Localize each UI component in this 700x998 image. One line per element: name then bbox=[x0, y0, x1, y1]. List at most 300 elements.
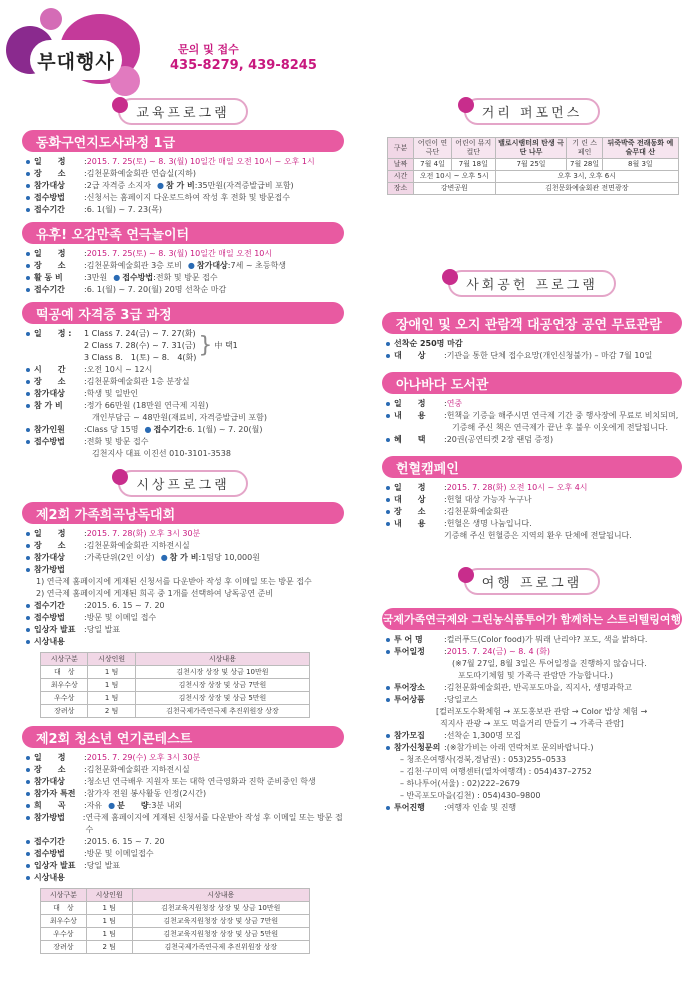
detail-label: 참가모집 bbox=[394, 731, 425, 740]
program-details bbox=[382, 482, 682, 542]
separator: : bbox=[84, 553, 87, 562]
detail-value: 김천문화예술회관, 반곡포도마을, 직지사, 생명과학고 bbox=[446, 683, 632, 692]
detail-label: 접수기간 bbox=[34, 837, 65, 846]
detail-value: 2015. 7. 25(토) ~ 8. 3(월) 10일간 매일 오전 10시 bbox=[86, 249, 273, 258]
separator: : bbox=[84, 389, 87, 398]
detail-row bbox=[26, 752, 344, 764]
section-performance bbox=[382, 98, 682, 124]
separator: : bbox=[84, 541, 87, 550]
detail-value: 6. 1(월) ~ 7. 20(월) bbox=[187, 425, 263, 434]
table-cell: 1 팀 bbox=[88, 692, 135, 705]
detail-label: 참가대상 bbox=[34, 553, 65, 562]
separator: : bbox=[184, 425, 188, 434]
table-cell: 김천국제가족연극제 추진위원장 상장 bbox=[135, 705, 309, 718]
perf-cell: 오전 10시 ~ 오후 5시 bbox=[414, 171, 496, 183]
detail-row bbox=[26, 800, 344, 812]
contact-line: – 김천·구미역 여행센터(열차여행객) : 054)437–2752 bbox=[400, 767, 592, 776]
inquiry bbox=[170, 42, 317, 74]
separator: : bbox=[84, 861, 87, 870]
detail-label: 투 어 명 bbox=[394, 635, 423, 644]
program-details bbox=[22, 248, 344, 296]
detail-label: 참 가 비 bbox=[165, 181, 195, 190]
detail-label: 일 정 bbox=[34, 249, 66, 258]
detail-note: 기증해 주신 책은 연극제가 끝난 후 불우 이웃에게 전달됩니다. bbox=[452, 423, 669, 432]
detail-row bbox=[386, 730, 682, 742]
performance-table bbox=[387, 137, 679, 195]
header bbox=[0, 0, 700, 100]
table-cell: 김천교육지원청장 상장 및 상금 5만원 bbox=[132, 928, 309, 941]
detail-label: 일 정 bbox=[34, 529, 66, 538]
detail-label: 참가신청문의 bbox=[394, 743, 441, 752]
table-cell: 1 팀 bbox=[86, 902, 132, 915]
detail-label: 일 정 bbox=[394, 483, 426, 492]
detail-row bbox=[26, 564, 344, 576]
table-cell: 대 상 bbox=[41, 666, 88, 679]
contact-line: – 반곡포도마을(김천) : 054)430–9800 bbox=[400, 791, 541, 800]
detail-label: 분 량 bbox=[117, 801, 149, 810]
separator: : bbox=[444, 399, 447, 408]
detail-value: 오전 10시 ~ 12시 bbox=[86, 365, 153, 374]
detail-value: 헌혈 대상 가능자 누구나 bbox=[446, 495, 532, 504]
program-bar: 장애인 및 오지 관람객 대공연장 공연 무료관람 bbox=[382, 312, 682, 334]
separator: : bbox=[198, 553, 202, 562]
decor-blob bbox=[40, 8, 62, 30]
table-row bbox=[41, 666, 310, 679]
separator: : bbox=[84, 789, 87, 798]
detail-row bbox=[26, 376, 344, 388]
detail-value: 2015. 7. 25(토) ~ 8. 3(월) 10일간 매일 오전 10시 ~ 오후 1시 bbox=[86, 157, 315, 166]
section-title: 사회공헌 프로그램 bbox=[466, 277, 598, 293]
detail-row bbox=[26, 636, 344, 648]
detail-label: 장 소 bbox=[34, 377, 66, 386]
detail-row bbox=[26, 168, 344, 180]
separator: : bbox=[444, 683, 447, 692]
program-bar: 아나바다 도서관 bbox=[382, 372, 682, 394]
table-cell: 2 팀 bbox=[86, 941, 132, 954]
perf-cell: 강변공원 bbox=[414, 183, 496, 195]
detail-group bbox=[26, 364, 344, 412]
detail-value: 2015. 7. 29(수) 오후 3시 30분 bbox=[86, 753, 201, 762]
program-bar: 국제가족연극제와 그린농식품투어가 함께하는 스트리텔링여행 bbox=[382, 608, 682, 630]
detail-value: 전화 및 방문 접수 bbox=[86, 437, 149, 446]
detail-value: 참가자 전원 봉사활동 인정(2시간) bbox=[86, 789, 207, 798]
section-title: 시상프로그램 bbox=[136, 477, 230, 493]
detail-value: 선착순 1,300명 모집 bbox=[446, 731, 522, 740]
detail-label: 시상내용 bbox=[34, 873, 65, 882]
detail-row bbox=[386, 482, 682, 494]
perf-row bbox=[388, 159, 679, 171]
detail-row bbox=[386, 518, 682, 530]
detail-row bbox=[26, 328, 344, 364]
table-header: 시상내용 bbox=[135, 653, 309, 666]
table-cell: 1 팀 bbox=[86, 915, 132, 928]
schedule-note: 포도따기체험 및 가족극 관람만 가능합니다.) bbox=[458, 671, 613, 680]
table-cell: 김천교육지원청장 상장 및 상금 7만원 bbox=[132, 915, 309, 928]
class-group bbox=[84, 328, 238, 364]
separator: : bbox=[84, 837, 87, 846]
detail-row bbox=[26, 204, 344, 216]
detail-row bbox=[26, 624, 344, 636]
detail-label: 접수기간 bbox=[153, 425, 185, 434]
table-cell: 우수상 bbox=[41, 692, 88, 705]
detail-value: 청소년 연극배우 지원자 또는 대학 연극영화과 진학 준비중인 학생 bbox=[86, 777, 316, 786]
section-dot bbox=[458, 567, 474, 583]
section-title: 거리 퍼포먼스 bbox=[481, 105, 583, 121]
detail-value: 김천문화예술회관 지하전시실 bbox=[86, 765, 190, 774]
detail-row bbox=[26, 788, 344, 800]
detail-value: 2급 자격증 소지자 bbox=[86, 181, 151, 190]
program-bar: 제2회 가족희곡낭독대회 bbox=[22, 502, 344, 524]
table-header: 시상인원 bbox=[86, 889, 132, 902]
detail-group bbox=[386, 802, 682, 814]
detail-row bbox=[386, 682, 682, 694]
separator: : bbox=[84, 437, 87, 446]
perf-cell: 장소 bbox=[388, 183, 414, 195]
right-column-lower bbox=[382, 270, 682, 814]
separator: : bbox=[84, 365, 87, 374]
detail-row bbox=[26, 424, 344, 436]
detail-value: Class 당 15명 bbox=[86, 425, 139, 434]
table-row bbox=[41, 941, 310, 954]
table-cell: 장려상 bbox=[41, 941, 87, 954]
detail-row bbox=[26, 260, 344, 272]
detail-label: 접수기간 bbox=[34, 205, 65, 214]
program-details bbox=[382, 338, 682, 362]
separator: : bbox=[84, 425, 87, 434]
detail-row bbox=[26, 860, 344, 872]
detail-row bbox=[26, 248, 344, 260]
separator: : bbox=[194, 181, 198, 190]
perf-cell: 어린이 뮤지컬단 bbox=[452, 138, 496, 159]
class-item: 2 Class 7. 28(수) ~ 7. 31(금) bbox=[84, 341, 196, 350]
section-dot bbox=[112, 97, 128, 113]
detail-label: 참 가 비 bbox=[169, 553, 199, 562]
detail-value: 김천문화예술회관 bbox=[446, 507, 509, 516]
detail-value: 자유 bbox=[86, 801, 103, 810]
program-details bbox=[22, 328, 344, 460]
separator: : bbox=[84, 249, 87, 258]
contact-note: 김천지사 대표 이진선 010-3101-3538 bbox=[92, 449, 231, 458]
detail-row bbox=[26, 364, 344, 376]
detail-label: 시상내용 bbox=[34, 637, 65, 646]
table-header-row bbox=[41, 653, 310, 666]
perf-cell: 7월 18일 bbox=[452, 159, 496, 171]
detail-value: 당일코스 bbox=[446, 695, 478, 704]
perf-cell: 7월 4일 bbox=[414, 159, 452, 171]
detail-label: 장 소 bbox=[34, 169, 66, 178]
detail-value: 3만원 bbox=[86, 273, 108, 282]
separator: : bbox=[84, 753, 87, 762]
detail-label: 접수방법 bbox=[34, 193, 65, 202]
bullet: ● bbox=[156, 181, 164, 190]
detail-row bbox=[386, 506, 682, 518]
detail-label: 일 정 : bbox=[34, 329, 72, 338]
perf-cell: 시간 bbox=[388, 171, 414, 183]
detail-label: 참 가 비 bbox=[34, 401, 63, 410]
detail-row bbox=[386, 646, 682, 658]
detail-value: 당일 발표 bbox=[86, 625, 121, 634]
detail-value: 2015. 6. 15 ~ 7. 20 bbox=[86, 601, 165, 610]
table-header: 시상구분 bbox=[41, 889, 87, 902]
detail-label: 내 용 bbox=[394, 411, 426, 420]
detail-row bbox=[26, 872, 344, 884]
detail-row bbox=[26, 848, 344, 860]
program-details bbox=[22, 528, 344, 648]
detail-label: 내 용 bbox=[394, 519, 426, 528]
separator: : bbox=[444, 507, 447, 516]
perf-row bbox=[388, 183, 679, 195]
separator: : bbox=[444, 731, 447, 740]
detail-label: 접수기간 bbox=[34, 601, 65, 610]
detail-row bbox=[26, 764, 344, 776]
detail-row bbox=[26, 540, 344, 552]
separator: : bbox=[84, 801, 87, 810]
detail-label: 혜 택 bbox=[394, 435, 426, 444]
program-bar: 동화구연지도사과정 1급 bbox=[22, 130, 344, 152]
detail-value: 2015. 6. 15 ~ 7. 20 bbox=[86, 837, 165, 846]
separator: : bbox=[84, 377, 87, 386]
separator: : bbox=[84, 273, 87, 282]
detail-label: 희 곡 bbox=[34, 801, 66, 810]
detail-row bbox=[26, 836, 344, 848]
bullet: ● bbox=[187, 261, 195, 270]
separator: : bbox=[444, 647, 447, 656]
detail-label: 대 상 bbox=[394, 351, 426, 360]
perf-cell: 날짜 bbox=[388, 159, 414, 171]
detail-value: 김천문화예술회관 지하전시실 bbox=[86, 541, 190, 550]
table-cell: 최우수상 bbox=[41, 679, 88, 692]
detail-label: 투어장소 bbox=[394, 683, 425, 692]
section-awards bbox=[22, 470, 344, 496]
detail-note: 기증해 주신 헌혈증은 지역의 환우 단체에 전달됩니다. bbox=[444, 531, 632, 540]
detail-label: 일 정 bbox=[34, 753, 66, 762]
perf-row bbox=[388, 138, 679, 159]
detail-value: 전화 및 방문 접수 bbox=[155, 273, 218, 282]
detail-label: 투어진행 bbox=[394, 803, 425, 812]
perf-cell: 뒤죽박죽 전래동화 예술무대 산 bbox=[602, 138, 678, 159]
detail-row bbox=[386, 742, 682, 754]
detail-value: 6. 1(월) ~ 7. 23(목) bbox=[86, 205, 163, 214]
separator: : bbox=[84, 205, 87, 214]
class-item: 3 Class 8. 1(토) ~ 8. 4(화) bbox=[84, 353, 197, 362]
table-cell: 2 팀 bbox=[88, 705, 135, 718]
detail-label: 일 정 bbox=[394, 399, 426, 408]
detail-label: 투어일정 bbox=[394, 647, 425, 656]
detail-label: 대 상 bbox=[394, 495, 426, 504]
detail-row bbox=[26, 528, 344, 540]
program-bar: 떡공예 자격증 3급 과정 bbox=[22, 302, 344, 324]
detail-value: 당일 발표 bbox=[86, 861, 121, 870]
detail-value: 김천문화예술회관 3층 로비 bbox=[86, 261, 182, 270]
separator: : bbox=[153, 273, 156, 282]
perf-cell: 구분 bbox=[388, 138, 414, 159]
program-bar: 유후! 오감만족 연극놀이터 bbox=[22, 222, 344, 244]
table-header: 시상내용 bbox=[132, 889, 309, 902]
detail-row bbox=[386, 802, 682, 814]
table-cell: 김천시장 상장 및 상금 7만원 bbox=[135, 679, 309, 692]
detail-value: 2015. 7. 28(화) 오전 10시 ~ 오후 4시 bbox=[446, 483, 588, 492]
perf-cell: 오후 3시, 오후 6시 bbox=[495, 171, 678, 183]
table-cell: 1 팀 bbox=[88, 679, 135, 692]
table-cell: 1 팀 bbox=[86, 928, 132, 941]
detail-value: 기관을 통한 단체 접수요망(개인신청불가) – 마감 7월 10일 bbox=[446, 351, 653, 360]
detail-label: 일 정 bbox=[34, 157, 66, 166]
detail-row bbox=[26, 400, 344, 412]
fee-note: 개인부담금 ~ 48만원(재료비, 자격증발급비 포함) bbox=[92, 413, 267, 422]
detail-row bbox=[386, 694, 682, 706]
separator: : bbox=[444, 411, 447, 420]
separator: : bbox=[84, 529, 87, 538]
detail-value: 1팀당 10,000원 bbox=[201, 553, 260, 562]
detail-label: 장 소 bbox=[394, 507, 426, 516]
table-row bbox=[41, 915, 310, 928]
detail-value: 헌책을 기증을 해주시면 연극제 기간 중 행사장에 무료로 비치되며, bbox=[446, 411, 679, 420]
separator: : bbox=[84, 157, 87, 166]
brace: } bbox=[198, 333, 213, 358]
detail-value: 정가 66만원 (18만원 연극제 지원) bbox=[86, 401, 209, 410]
detail-value: 방문 및 이메일 접수 bbox=[86, 613, 157, 622]
table-cell: 김천시장 상장 및 상금 5만원 bbox=[135, 692, 309, 705]
detail-value: 3분 내외 bbox=[151, 801, 183, 810]
detail-row bbox=[26, 272, 344, 284]
detail-label: 시 간 bbox=[34, 365, 66, 374]
separator: : bbox=[84, 169, 87, 178]
table-cell: 장려상 bbox=[41, 705, 88, 718]
table-row bbox=[41, 679, 310, 692]
bullet: ● bbox=[144, 425, 152, 434]
detail-label: 접수기간 bbox=[34, 285, 65, 294]
separator: : bbox=[84, 285, 87, 294]
detail-value: 6. 1(월) ~ 7. 20(월) 20명 선착순 마감 bbox=[86, 285, 227, 294]
detail-value: 신청서는 홈페이지 다운로드하여 작성 후 전화 및 방문접수 bbox=[86, 193, 290, 202]
detail-value: 컬러푸드(Color food)가 뭐래 난리야? 포도, 색을 밝하다. bbox=[446, 635, 648, 644]
detail-value: 김천문화예술회관 1층 분장실 bbox=[86, 377, 190, 386]
detail-row bbox=[26, 156, 344, 168]
separator: : bbox=[84, 613, 87, 622]
section-education bbox=[22, 98, 344, 124]
program-details bbox=[22, 156, 344, 216]
detail-value: 7세 ~ 초등학생 bbox=[230, 261, 287, 270]
detail-row bbox=[26, 388, 344, 400]
detail-value: 헌혈은 생명 나눔입니다. bbox=[446, 519, 532, 528]
separator: : bbox=[84, 765, 87, 774]
table-cell: 우수상 bbox=[41, 928, 87, 941]
detail-row bbox=[26, 776, 344, 788]
left-column bbox=[22, 98, 344, 954]
detail-row bbox=[26, 192, 344, 204]
detail-label: 장 소 bbox=[34, 261, 66, 270]
separator: : bbox=[84, 401, 87, 410]
separator: : bbox=[84, 601, 87, 610]
detail-label: 참가대상 bbox=[34, 181, 65, 190]
detail-group bbox=[386, 634, 682, 658]
inquiry-phone: 435-8279, 439-8245 bbox=[170, 58, 317, 73]
detail-value: 2015. 7. 28(화) 오후 3시 30분 bbox=[86, 529, 201, 538]
separator: : bbox=[444, 435, 447, 444]
perf-cell: 기 린 스페인 bbox=[567, 138, 602, 159]
table-header-row bbox=[41, 889, 310, 902]
detail-label: 참가방법 bbox=[34, 813, 65, 822]
table-cell: 김천국제가족연극제 추진위원장 상장 bbox=[132, 941, 309, 954]
detail-row bbox=[386, 338, 682, 350]
separator: : bbox=[444, 483, 447, 492]
separator: : bbox=[227, 261, 231, 270]
detail-value: 학생 및 일반인 bbox=[86, 389, 139, 398]
method-line: 2) 연극제 홈페이지에 게재된 희곡 중 1개를 선택하여 낭독공연 준비 bbox=[36, 589, 274, 598]
separator: : bbox=[82, 813, 86, 822]
method-line: 1) 연극제 홈페이지에 게재된 신청서를 다운받아 작성 후 이메일 또는 방문 접수 bbox=[36, 577, 312, 586]
class-item: 1 Class 7. 24(금) ~ 7. 27(화) bbox=[84, 329, 196, 338]
program-details bbox=[382, 634, 682, 814]
separator: : bbox=[84, 777, 87, 786]
detail-group bbox=[26, 424, 344, 448]
section-travel bbox=[382, 568, 682, 594]
detail-label: 선착순 250명 마감 bbox=[394, 339, 463, 348]
program-bar: 헌혈캠페인 bbox=[382, 456, 682, 478]
program-details bbox=[382, 398, 682, 446]
detail-value: 연중 bbox=[446, 399, 463, 408]
schedule-note: (※7월 27일, 8월 3일은 투어일정을 진행하지 않습니다. bbox=[452, 659, 647, 668]
course-line: [컬러포도수확체험 → 포도홍보관 관람 → Color 밥상 체험 → bbox=[436, 707, 648, 716]
table-cell: 대 상 bbox=[41, 902, 87, 915]
detail-row bbox=[386, 350, 682, 362]
separator: : bbox=[444, 495, 447, 504]
detail-label: 투어상품 bbox=[394, 695, 425, 704]
contact-line: – 하나투어(서울) : 02)222–2679 bbox=[400, 779, 520, 788]
detail-row bbox=[26, 600, 344, 612]
perf-cell: 어린이 연극단 bbox=[414, 138, 452, 159]
detail-row bbox=[386, 634, 682, 646]
detail-row bbox=[386, 494, 682, 506]
perf-cell: 김천문화예술회관 전면광장 bbox=[495, 183, 678, 195]
bullet: ● bbox=[113, 273, 121, 282]
perf-cell: 7월 28일 bbox=[567, 159, 602, 171]
detail-group bbox=[386, 482, 682, 530]
course-line: 직지사 관광 → 포도 먹을거리 만들기 → 가족극 관람] bbox=[440, 719, 624, 728]
table-cell: 1 팀 bbox=[88, 666, 135, 679]
program-details bbox=[22, 752, 344, 884]
detail-label: 접수방법 bbox=[122, 273, 154, 282]
table-row bbox=[41, 902, 310, 915]
table-header: 시상구분 bbox=[41, 653, 88, 666]
detail-label: 접수방법 bbox=[34, 613, 65, 622]
separator: : bbox=[444, 635, 447, 644]
section-social bbox=[382, 270, 682, 296]
separator: : bbox=[444, 351, 447, 360]
detail-row bbox=[26, 180, 344, 192]
detail-row bbox=[386, 398, 682, 410]
table-cell: 최우수상 bbox=[41, 915, 87, 928]
right-column bbox=[382, 98, 682, 124]
table-cell: 김천시장 상장 및 상금 10만원 bbox=[135, 666, 309, 679]
section-dot bbox=[458, 97, 474, 113]
table-header: 시상인원 bbox=[88, 653, 135, 666]
detail-label: 참가자 특전 bbox=[34, 789, 76, 798]
detail-value: 방문 및 이메일접수 bbox=[86, 849, 154, 858]
detail-value: 여행자 인솔 및 진행 bbox=[446, 803, 517, 812]
detail-group bbox=[386, 682, 682, 706]
detail-label: 참가대상 bbox=[196, 261, 228, 270]
detail-label: 장 소 bbox=[34, 765, 66, 774]
separator: : bbox=[444, 695, 447, 704]
detail-label: 접수방법 bbox=[34, 849, 65, 858]
detail-label: 입상자 발표 bbox=[34, 861, 76, 870]
detail-label: 참가대상 bbox=[34, 777, 65, 786]
detail-row bbox=[26, 812, 344, 836]
perf-row bbox=[388, 171, 679, 183]
separator: : bbox=[84, 181, 87, 190]
table-row bbox=[41, 705, 310, 718]
